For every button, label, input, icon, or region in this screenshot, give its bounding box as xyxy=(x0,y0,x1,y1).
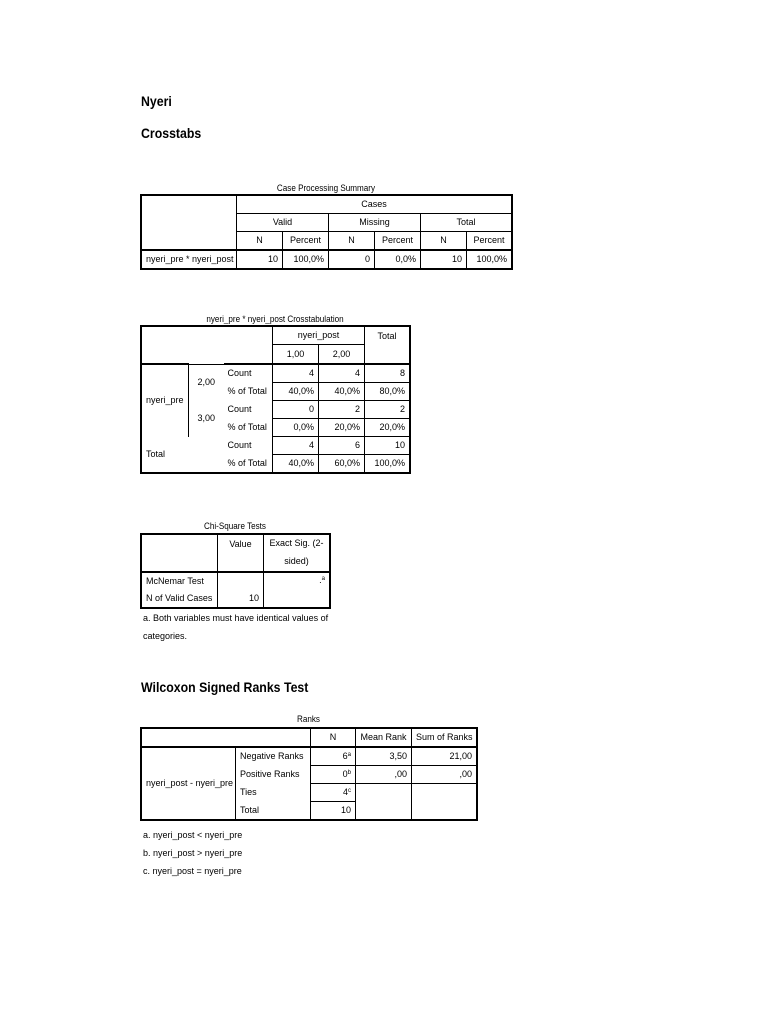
table-cell: 0$^b$ xyxy=(311,766,356,784)
rank-label: Positive Ranks xyxy=(240,769,300,779)
table-cell: 6$^a$ xyxy=(311,747,356,766)
table-cell: 10 xyxy=(365,437,410,455)
table-cell: 3,50 xyxy=(356,747,412,766)
rank-label: Total xyxy=(240,805,260,815)
stat-label: % of Total xyxy=(227,386,267,396)
table-cell: 40,0% xyxy=(273,455,319,473)
missing-header: Missing xyxy=(329,214,421,232)
crosstab-table xyxy=(141,326,410,473)
table-cell: 4 xyxy=(273,364,319,383)
table-cell: 21,00 xyxy=(412,747,477,766)
table-cell: 10 xyxy=(218,590,264,608)
table-cell: 80,0% xyxy=(365,383,410,401)
table-cell: 20,0% xyxy=(365,419,410,437)
percent-header: Percent xyxy=(375,232,421,251)
test-label: N of Valid Cases xyxy=(142,590,218,608)
table-cell: 20,0% xyxy=(319,419,365,437)
chisq-table xyxy=(141,534,330,608)
stat-label: % of Total xyxy=(224,455,273,473)
table-cell: 100,0% xyxy=(365,455,410,473)
table-cell: ,00 xyxy=(412,766,477,784)
total-header: Total xyxy=(365,327,410,365)
table-cell: 6 xyxy=(319,437,365,455)
ranks-footnote-c: c. nyeri_post = nyeri_pre xyxy=(143,866,242,876)
table-cell: .$^a$ xyxy=(264,572,330,608)
row-label: nyeri_pre * nyeri_post xyxy=(142,250,237,269)
corner-cell xyxy=(142,196,237,251)
row-label: nyeri_post - nyeri_pre xyxy=(142,747,236,820)
rank-label: Negative Ranks xyxy=(236,747,311,766)
corner-cell xyxy=(142,327,273,365)
value-header: Value xyxy=(218,535,264,573)
sum-ranks-header: Sum of Ranks xyxy=(412,729,477,748)
row-var-label: nyeri_pre xyxy=(142,364,189,437)
table-cell: 60,0% xyxy=(319,455,365,473)
table-cell xyxy=(218,572,264,590)
table-cell: 2 xyxy=(365,401,410,419)
level-label: 3,00 xyxy=(197,413,216,423)
heading-crosstabs: Crosstabs xyxy=(141,125,202,141)
n-header: N xyxy=(329,232,375,251)
mean-rank-header: Mean Rank xyxy=(356,729,412,748)
test-label: McNemar Test xyxy=(142,572,218,590)
table-cell: ,00 xyxy=(356,766,412,784)
case-processing-table xyxy=(141,195,512,269)
ranks-footnote-b: b. nyeri_post > nyeri_pre xyxy=(143,848,243,858)
table-cell: 4$^c$ xyxy=(311,784,356,802)
rank-label: Ties xyxy=(240,787,257,797)
ranks-footnote-a: a. nyeri_post < nyeri_pre xyxy=(143,830,243,840)
table-cell: 8 xyxy=(365,364,410,383)
stat-label: Count xyxy=(227,404,252,414)
ranks-title: Ranks xyxy=(297,714,320,724)
corner-cell xyxy=(142,729,311,748)
cases-header: Cases xyxy=(237,196,512,214)
table-cell: 0 xyxy=(329,250,375,269)
table-cell xyxy=(412,784,477,820)
n-header: N xyxy=(311,729,356,748)
table-cell: 4 xyxy=(319,364,365,383)
chisq-footnote: a. Both variables must have identical values of xyxy=(143,613,329,623)
percent-header: Percent xyxy=(467,232,512,251)
chisq-footnote-2: categories. xyxy=(143,631,188,641)
stat-label: % of Total xyxy=(227,422,267,432)
valid-header: Valid xyxy=(237,214,329,232)
percent-header: Percent xyxy=(283,232,329,251)
exact-sig-header: Exact Sig. (2- xyxy=(264,535,330,553)
crosstab-title: nyeri_pre * nyeri_post Crosstabulation xyxy=(206,314,344,324)
stat-label: Count xyxy=(224,364,273,383)
table-cell: 4 xyxy=(273,437,319,455)
table-cell: 40,0% xyxy=(273,383,319,401)
table-cell: 100,0% xyxy=(283,250,329,269)
table-cell xyxy=(356,784,412,820)
n-header: N xyxy=(237,232,283,251)
col-var-header: nyeri_post xyxy=(273,327,365,345)
table-cell: 2 xyxy=(319,401,365,419)
heading-nyeri: Nyeri xyxy=(141,93,172,109)
table-cell: 10 xyxy=(237,250,283,269)
chisq-title: Chi-Square Tests xyxy=(204,521,266,531)
level-label: 2,00 xyxy=(197,377,216,387)
col-header-1: 1,00 xyxy=(273,345,319,364)
case-processing-title: Case Processing Summary xyxy=(276,183,376,193)
table-cell: 0,0% xyxy=(375,250,421,269)
total-header: Total xyxy=(421,214,512,232)
ranks-table xyxy=(141,728,477,820)
n-header: N xyxy=(421,232,467,251)
exact-sig-header-2: sided) xyxy=(264,553,330,572)
table-cell: 10 xyxy=(311,802,356,820)
total-row-label: Total xyxy=(142,437,224,473)
table-cell: 40,0% xyxy=(319,383,365,401)
stat-label: Count xyxy=(224,437,273,455)
table-cell: 10 xyxy=(421,250,467,269)
heading-wilcoxon: Wilcoxon Signed Ranks Test xyxy=(141,679,309,695)
table-cell: 0,0% xyxy=(273,419,319,437)
corner-cell xyxy=(142,535,218,573)
table-cell: 0 xyxy=(273,401,319,419)
table-cell: 100,0% xyxy=(467,250,512,269)
col-header-2: 2,00 xyxy=(319,345,365,364)
